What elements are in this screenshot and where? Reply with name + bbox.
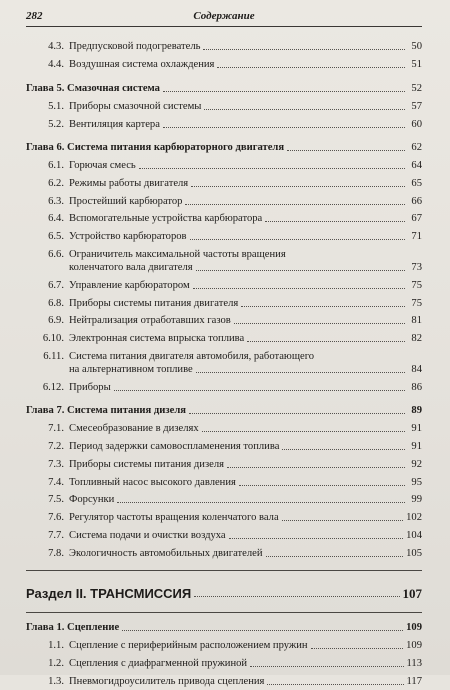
toc-entry[interactable] — [26, 174, 422, 192]
toc-page-number: 89 — [411, 405, 422, 417]
leader-dots — [203, 49, 405, 50]
toc-entry-number: 7.5. — [48, 494, 64, 506]
leader-dots — [163, 127, 405, 128]
toc-entry-title-line2: коленчатого вала двигателя — [69, 261, 193, 273]
toc-entry-number: 6.7. — [48, 279, 64, 291]
toc-page-number: 64 — [411, 160, 422, 172]
table-of-contents — [26, 38, 422, 690]
toc-entry-title: Форсунки — [69, 494, 115, 506]
leader-dots — [217, 67, 405, 68]
toc-page-number: 67 — [411, 213, 422, 225]
toc-entry[interactable] — [26, 97, 422, 115]
toc-entry-title: Сцепление с периферийным расположением пружин — [69, 640, 308, 652]
toc-chapter-title: Глава 7. Система питания дизеля — [26, 405, 187, 417]
toc-entry-title: Приборы системы питания двигателя — [69, 297, 239, 309]
leader-dots — [202, 431, 405, 432]
leader-dots — [114, 390, 405, 391]
leader-dots — [163, 91, 405, 92]
leader-dots — [250, 666, 403, 667]
toc-chapter-title: Глава 1. Сцепление — [26, 622, 120, 634]
leader-dots — [229, 538, 403, 539]
toc-page-number: 51 — [411, 59, 422, 71]
toc-page-number: 60 — [411, 118, 422, 130]
toc-entry[interactable] — [26, 38, 422, 56]
toc-entry-number: 7.3. — [48, 458, 64, 470]
toc-page-number: 84 — [411, 363, 422, 375]
toc-entry-title: Вентиляция картера — [69, 118, 160, 130]
toc-entry[interactable] — [26, 276, 422, 294]
toc-entry-number: 1.3. — [48, 675, 64, 687]
toc-entry-title: Экологичность автомобильных двигателей — [69, 547, 263, 559]
toc-entry[interactable] — [26, 473, 422, 491]
toc-entry-number: 7.1. — [48, 423, 64, 435]
toc-entry-title: Приборы — [69, 381, 111, 393]
toc-entry[interactable] — [26, 655, 422, 673]
toc-entry-title: Режимы работы двигателя — [69, 177, 189, 189]
toc-entry[interactable] — [26, 348, 422, 379]
toc-entry-number: 6.6. — [48, 248, 64, 260]
leader-dots — [282, 449, 405, 450]
toc-page-number: 99 — [411, 494, 422, 506]
toc-page-number: 62 — [411, 142, 422, 154]
toc-page-number: 50 — [411, 41, 422, 53]
toc-entry[interactable] — [26, 527, 422, 545]
toc-entry[interactable] — [26, 56, 422, 74]
toc-entry-title-line2: на альтернативном топливе — [69, 363, 193, 375]
leader-dots — [227, 467, 405, 468]
toc-entry-number: 1.1. — [48, 640, 64, 652]
leader-dots — [139, 168, 405, 169]
toc-page-number: 117 — [406, 675, 422, 687]
toc-page-number: 107 — [402, 586, 422, 602]
toc-entry[interactable] — [26, 115, 422, 133]
leader-dots — [241, 306, 405, 307]
toc-entry[interactable] — [26, 228, 422, 246]
toc-page-number: 113 — [406, 658, 422, 670]
toc-entry-number: 4.3. — [48, 41, 64, 53]
toc-page-number: 57 — [411, 100, 422, 112]
toc-entry[interactable] — [26, 544, 422, 562]
toc-entry-title: Пневмогидроусилитель привода сцепления — [69, 675, 265, 687]
toc-page-number: 81 — [411, 315, 422, 327]
toc-entry[interactable] — [26, 455, 422, 473]
toc-entry[interactable] — [26, 438, 422, 456]
toc-page-number: 65 — [411, 177, 422, 189]
toc-entry-number: 7.8. — [48, 547, 64, 559]
toc-chapter[interactable] — [26, 402, 422, 420]
toc-chapter-title: Глава 5. Смазочная система — [26, 82, 160, 94]
toc-page-number: 52 — [411, 82, 422, 94]
toc-entry[interactable] — [26, 157, 422, 175]
toc-entry-title: Смесеобразование в дизелях — [69, 423, 199, 435]
toc-entry-title: Система подачи и очистки воздуха — [69, 529, 226, 541]
leader-dots — [194, 596, 399, 597]
toc-entry-number: 1.2. — [48, 658, 64, 670]
leader-dots — [185, 204, 405, 205]
toc-page-number: 104 — [406, 529, 422, 541]
toc-page-number: 95 — [411, 476, 422, 488]
toc-entry[interactable] — [26, 637, 422, 655]
toc-page-number: 86 — [411, 381, 422, 393]
section-divider — [26, 570, 422, 571]
toc-entry-number: 6.5. — [48, 231, 64, 243]
toc-entry-number: 6.1. — [48, 160, 64, 172]
leader-dots — [122, 630, 403, 631]
leader-dots — [196, 270, 405, 271]
toc-section-title: Раздел II. ТРАНСМИССИЯ — [26, 586, 192, 602]
toc-entry-title: Устройство карбюраторов — [69, 231, 187, 243]
toc-page-number: 71 — [411, 231, 422, 243]
leader-dots — [311, 648, 404, 649]
leader-dots — [265, 221, 405, 222]
leader-dots — [282, 520, 403, 521]
toc-page-number: 105 — [406, 547, 422, 559]
leader-dots — [189, 413, 405, 414]
toc-entry-title: Воздушная система охлаждения — [69, 59, 215, 71]
leader-dots — [247, 341, 405, 342]
toc-entry[interactable] — [26, 210, 422, 228]
leader-dots — [196, 372, 405, 373]
toc-entry-title: Управление карбюратором — [69, 279, 190, 291]
toc-page-number: 92 — [411, 458, 422, 470]
toc-entry[interactable] — [26, 509, 422, 527]
leader-dots — [190, 239, 405, 240]
running-title: Содержание — [193, 10, 255, 22]
toc-entry-title: Простейший карбюратор — [69, 195, 183, 207]
toc-entry-number: 6.4. — [48, 213, 64, 225]
toc-entry-number: 6.2. — [48, 177, 64, 189]
toc-entry-title: Регулятор частоты вращения коленчатого вала — [69, 512, 279, 524]
toc-entry[interactable] — [26, 491, 422, 509]
toc-page-number: 66 — [411, 195, 422, 207]
toc-entry[interactable] — [26, 192, 422, 210]
page-number: 282 — [26, 10, 43, 22]
toc-page-number: 109 — [406, 640, 422, 652]
toc-entry-title: Электронная система впрыска топлива — [69, 333, 245, 345]
toc-entry-title: Вспомогательные устройства карбюратора — [69, 213, 263, 225]
toc-chapter[interactable] — [26, 619, 422, 637]
toc-entry-title-line1: Ограничитель максимальной частоты вращения — [69, 248, 286, 260]
toc-entry-number: 5.1. — [48, 100, 64, 112]
toc-page-number: 91 — [411, 441, 422, 453]
toc-entry[interactable] — [26, 330, 422, 348]
toc-page-number: 91 — [411, 423, 422, 435]
toc-entry-title: Топливный насос высокого давления — [69, 476, 236, 488]
leader-dots — [193, 288, 405, 289]
toc-page-number: 109 — [406, 622, 422, 634]
toc-entry[interactable] — [26, 672, 422, 690]
leader-dots — [117, 502, 405, 503]
toc-entry[interactable] — [26, 312, 422, 330]
toc-entry-number: 6.3. — [48, 195, 64, 207]
toc-entry-number: 5.2. — [48, 118, 64, 130]
toc-entry-title: Предпусковой подогреватель — [69, 41, 201, 53]
toc-entry-number: 7.6. — [48, 512, 64, 524]
toc-entry[interactable] — [26, 420, 422, 438]
toc-chapter[interactable] — [26, 80, 422, 98]
toc-entry-title-line1: Система питания двигателя автомобиля, работающего — [69, 350, 315, 362]
toc-entry-number: 4.4. — [48, 59, 64, 71]
toc-entry-number: 6.9. — [48, 315, 64, 327]
toc-section[interactable] — [26, 583, 422, 604]
leader-dots — [266, 556, 404, 557]
leader-dots — [191, 186, 405, 187]
toc-entry-title: Нейтрализация отработавших газов — [69, 315, 231, 327]
leader-dots — [234, 323, 405, 324]
toc-entry-number: 6.12. — [42, 381, 64, 393]
toc-entry-number: 7.2. — [48, 441, 64, 453]
toc-entry[interactable] — [26, 246, 422, 277]
toc-entry-number: 7.7. — [48, 529, 64, 541]
toc-page-number: 73 — [411, 261, 422, 273]
toc-entry-number: 6.10. — [42, 333, 64, 345]
toc-page-number: 75 — [411, 297, 422, 309]
toc-entry-title: Приборы системы питания дизеля — [69, 458, 225, 470]
toc-chapter-title: Глава 6. Система питания карбюраторного двигателя — [26, 142, 285, 154]
toc-entry-title: Сцепления с диафрагменной пружиной — [69, 658, 248, 670]
toc-entry-title: Приборы смазочной системы — [69, 100, 202, 112]
toc-page-number: 75 — [411, 279, 422, 291]
toc-page-number: 82 — [411, 333, 422, 345]
leader-dots — [239, 485, 405, 486]
toc-entry-number: 7.4. — [48, 476, 64, 488]
section-divider — [26, 612, 422, 613]
toc-entry-title: Горючая смесь — [69, 160, 136, 172]
toc-entry[interactable] — [26, 294, 422, 312]
page-header — [26, 6, 422, 27]
leader-dots — [204, 109, 405, 110]
toc-entry-number: 6.11. — [43, 350, 64, 362]
toc-entry[interactable] — [26, 378, 422, 396]
leader-dots — [287, 150, 405, 151]
leader-dots — [267, 684, 403, 685]
toc-entry-number: 6.8. — [48, 297, 64, 309]
toc-entry-title: Период задержки самовоспламенения топлива — [69, 441, 280, 453]
toc-chapter[interactable] — [26, 139, 422, 157]
toc-page-number: 102 — [406, 512, 422, 524]
